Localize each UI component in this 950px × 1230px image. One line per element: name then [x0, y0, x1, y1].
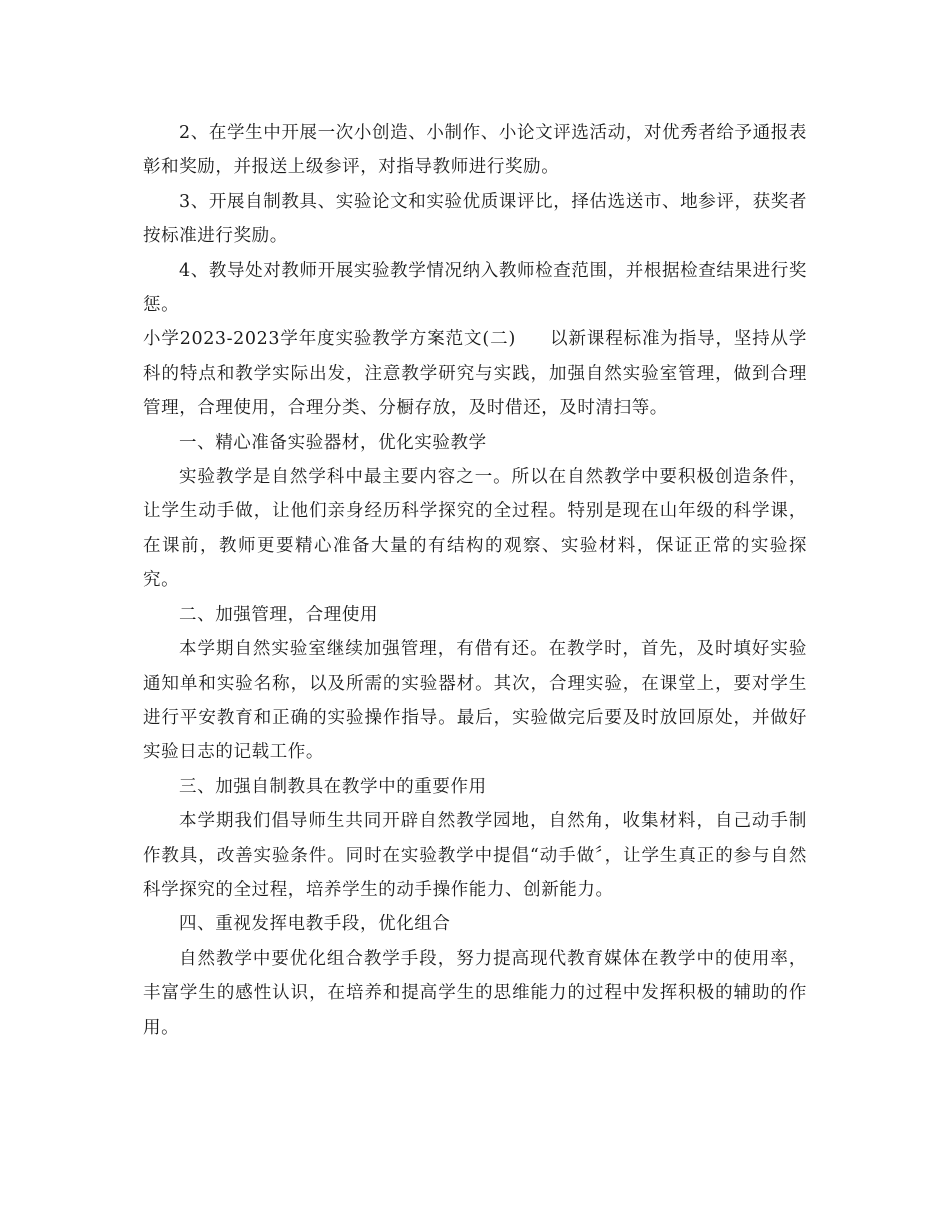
section-body-2: 本学期自然实验室继续加强管理，有借有还。在教学时，首先，及时填好实验通知单和实验名称，以及所需的实验器材。其次，合理实验，在课堂上，要对学生进行平安教育和正确的实验操作指导。最后，实验做完后要及时放回原处，并做好实验日志的记载工作。 [143, 639, 807, 763]
section-heading-1: 一、精心准备实验器材，优化实验教学 [179, 432, 487, 453]
section-heading-3: 三、加强自制教具在教学中的重要作用 [179, 776, 487, 797]
paragraph-item-3: 3、开展自制教具、实验论文和实验优质课评比，择估选送市、地参评，获奖者按标准进行奖励。 [143, 191, 807, 247]
document-body [143, 116, 807, 1045]
section-body-1: 实验教学是自然学科中最主要内容之一。所以在自然教学中要积极创造条件，让学生动手做，让他们亲身经历科学探究的全过程。特别是现在山年级的科学课，在课前，教师更要精心准备大量的有结构的观察、实验材料，保证正常的实验探究。 [143, 467, 807, 591]
section-body-4: 自然教学中要优化组合教学手段，努力提高现代教育媒体在教学中的使用率，丰富学生的感性认识，在培养和提高学生的思维能力的过程中发挥积极的辅助的作用。 [143, 948, 807, 1038]
section-heading-4: 四、重视发挥电教手段，优化组合 [179, 914, 451, 935]
title-paragraph [143, 322, 807, 425]
section-heading-2: 二、加强管理，合理使用 [179, 604, 379, 625]
paragraph-item-2: 2、在学生中开展一次小创造、小制作、小论文评选活动，对优秀者给予通报表彰和奖励，并报送上级参评，对指导教师进行奖励。 [143, 123, 807, 178]
section-body-3: 本学期我们倡导师生共同开辟自然教学园地，自然角，收集材料，自己动手制作教具，改善实验条件。同时在实验教学中提倡“动手做〞，让学生真正的参与自然科学探究的全过程，培养学生的动手操作能力、创新能力。 [143, 811, 807, 900]
intro-text: 以新课程标准为指导，坚持从学科的特点和教学实际出发，注意教学研究与实践，加强自然实验室管理，做到合理管理，合理使用，合理分类、分橱存放，及时借还，及时清扫等。 [143, 329, 808, 419]
paragraph-item-4: 4、教导处对教师开展实验教学情况纳入教师检查范围，并根据检查结果进行奖惩。 [143, 260, 807, 316]
document-title: 小学2023-2023学年度实验教学方案范文(二) [143, 329, 516, 350]
